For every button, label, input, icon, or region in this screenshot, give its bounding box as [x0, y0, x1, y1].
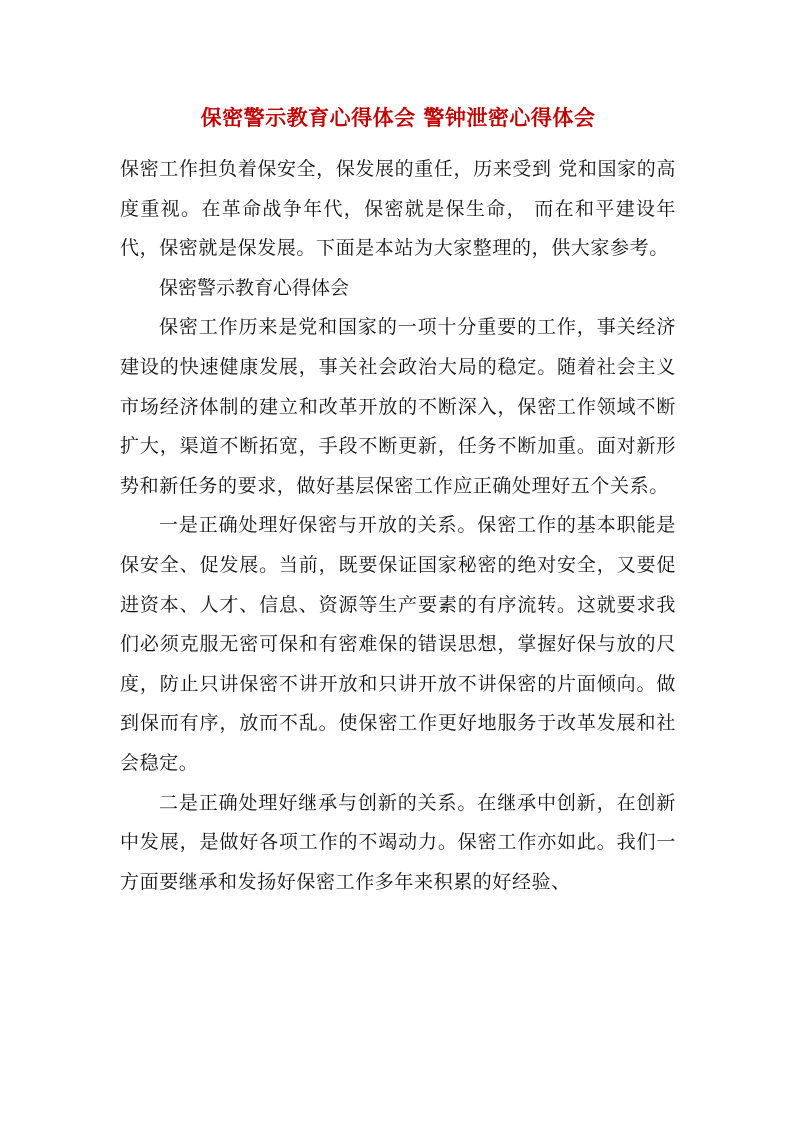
section-heading: 保密警示教育心得体会: [158, 276, 349, 299]
body-paragraph: 一是正确处理好保密与开放的关系。保密工作的基本职能是保安全、促发展。当前，既要保证国家秘密的绝对安全，又要促进资本、人才、信息、资源等生产要素的有序流转。这就要求我们必须克服无密可保和有密难保的错误思想，掌握好保与放的尺度，防止只讲保密不讲开放和只讲开放不讲保密的片面倾向。做到保而有序，放而不乱。使保密工作更好地服务于改革发展和社会稳定。: [120, 514, 676, 774]
body-paragraph: 保密工作历来是党和国家的一项十分重要的工作，事关经济建设的快速健康发展，事关社会政治大局的稳定。随着社会主义市场经济体制的建立和改革开放的不断深入，保密工作领域不断扩大，渠道不断拓宽，手段不断更新，任务不断加重。面对新形势和新任务的要求，做好基层保密工作应正确处理好五个关系。: [120, 316, 676, 497]
body-paragraph: 二是正确处理好继承与创新的关系。在继承中创新，在创新中发展，是做好各项工作的不竭动力。保密工作亦如此。我们一方面要继承和发扬好保密工作多年来积累的好经验、: [120, 791, 676, 893]
intro-paragraph: 保密工作担负着保安全，保发展的重任，历来受到 党和国家的高度重视。在革命战争年代，保密就是保生命， 而在和平建设年代，保密就是保发展。下面是本站为大家整理的，供大家参考。: [120, 158, 676, 260]
document-title: 保密警示教育心得体会 警钟泄密心得体会: [200, 106, 596, 130]
